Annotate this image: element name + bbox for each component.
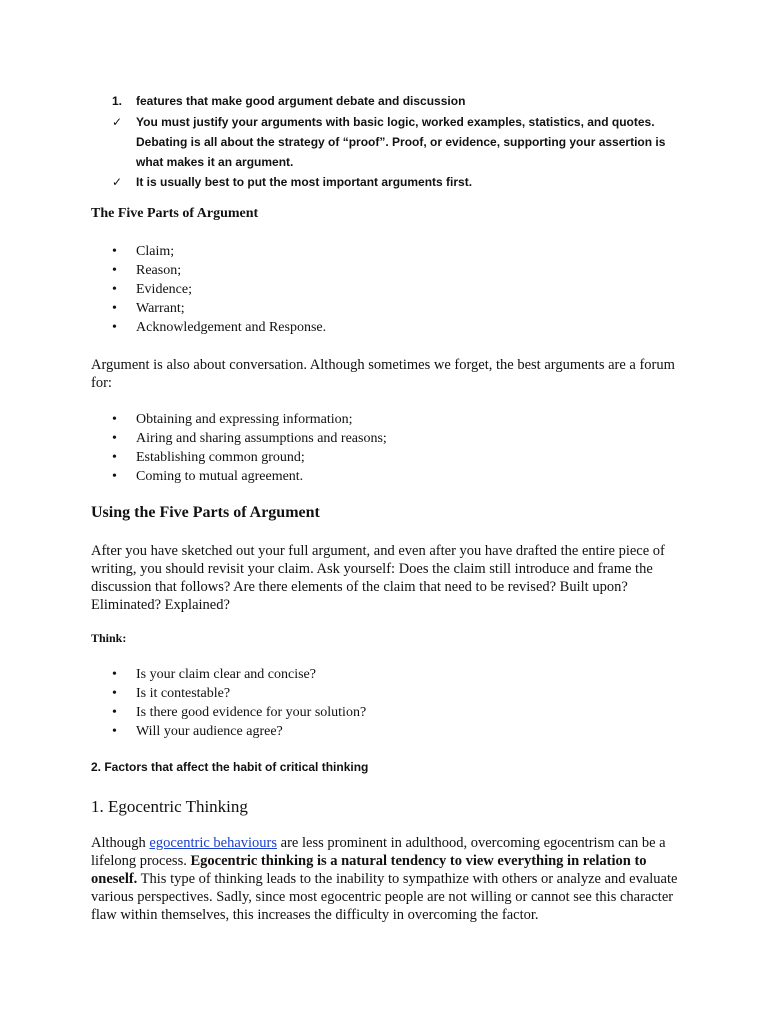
conversation-paragraph: Argument is also about conversation. Although sometimes we forget, the best arguments are a forum for:	[91, 357, 675, 391]
list-item: • Establishing common ground;	[112, 448, 387, 467]
using-paragraph: After you have sketched out your full argument, and even after you have drafted the entire piece of writing, you should revisit your claim. Ask yourself: Does the claim still introduce and frame the discussion that follows? Are there elements of the claim that need to be revised? Built upon? Eliminated? Explained?	[91, 543, 665, 613]
list-item: • Will your audience agree?	[112, 722, 366, 741]
check-item-1-line-3: what makes it an argument.	[136, 155, 294, 169]
factors-heading: 2. Factors that affect the habit of critical thinking	[91, 760, 369, 774]
list-item: • Warrant;	[112, 299, 326, 318]
five-parts-heading: The Five Parts of Argument	[91, 206, 259, 221]
check-item-1-line-2: Debating is all about the strategy of “proof”. Proof, or evidence, supporting your assertion is	[136, 135, 666, 149]
features-heading-text: features that make good argument debate and discussion	[136, 94, 466, 108]
egocentric-after-link: are less prominent in adulthood, overcoming egocentrism can be a lifelong process.	[91, 835, 666, 869]
using-heading: Using the Five Parts of Argument	[91, 504, 320, 521]
checkmark-icon: ✓	[112, 115, 123, 129]
list-item: • Obtaining and expressing information;	[112, 410, 387, 429]
egocentric-heading: 1. Egocentric Thinking	[91, 797, 248, 816]
check-item-2-line-1: It is usually best to put the most important arguments first.	[136, 175, 473, 189]
think-label: Think:	[91, 631, 127, 645]
list-item: • Is there good evidence for your solution?	[112, 703, 366, 722]
list-item: • Reason;	[112, 261, 326, 280]
egocentric-bold-definition: Egocentric thinking is a natural tendency to view everything in relation to oneself.	[91, 853, 647, 887]
check-item-1-line-1: You must justify your arguments with basic logic, worked examples, statistics, and quotes.	[136, 115, 655, 129]
features-number: 1.	[112, 94, 123, 108]
list-item: • Claim;	[112, 242, 326, 261]
list-item: • Acknowledgement and Response.	[112, 318, 326, 337]
list-item: • Is your claim clear and concise?	[112, 665, 366, 684]
egocentric-rest: This type of thinking leads to the inability to sympathize with others or analyze and evaluate various perspectives. Sadly, since most egocentric people are not willing or cannot see this character flaw within themselves, this increases the difficulty in overcoming the factor.	[91, 871, 678, 923]
egocentric-paragraph	[91, 834, 684, 924]
list-item: • Coming to mutual agreement.	[112, 467, 387, 486]
list-item: • Evidence;	[112, 280, 326, 299]
checkmark-icon: ✓	[112, 175, 123, 189]
five-parts-list	[112, 242, 326, 337]
list-item: • Is it contestable?	[112, 684, 366, 703]
egocentric-lead: Although	[91, 835, 150, 851]
egocentric-behaviours-link[interactable]: egocentric behaviours	[149, 835, 278, 851]
features-heading	[112, 94, 465, 108]
think-list	[112, 665, 366, 741]
list-item: • Airing and sharing assumptions and reasons;	[112, 429, 387, 448]
conversation-list	[112, 410, 387, 486]
